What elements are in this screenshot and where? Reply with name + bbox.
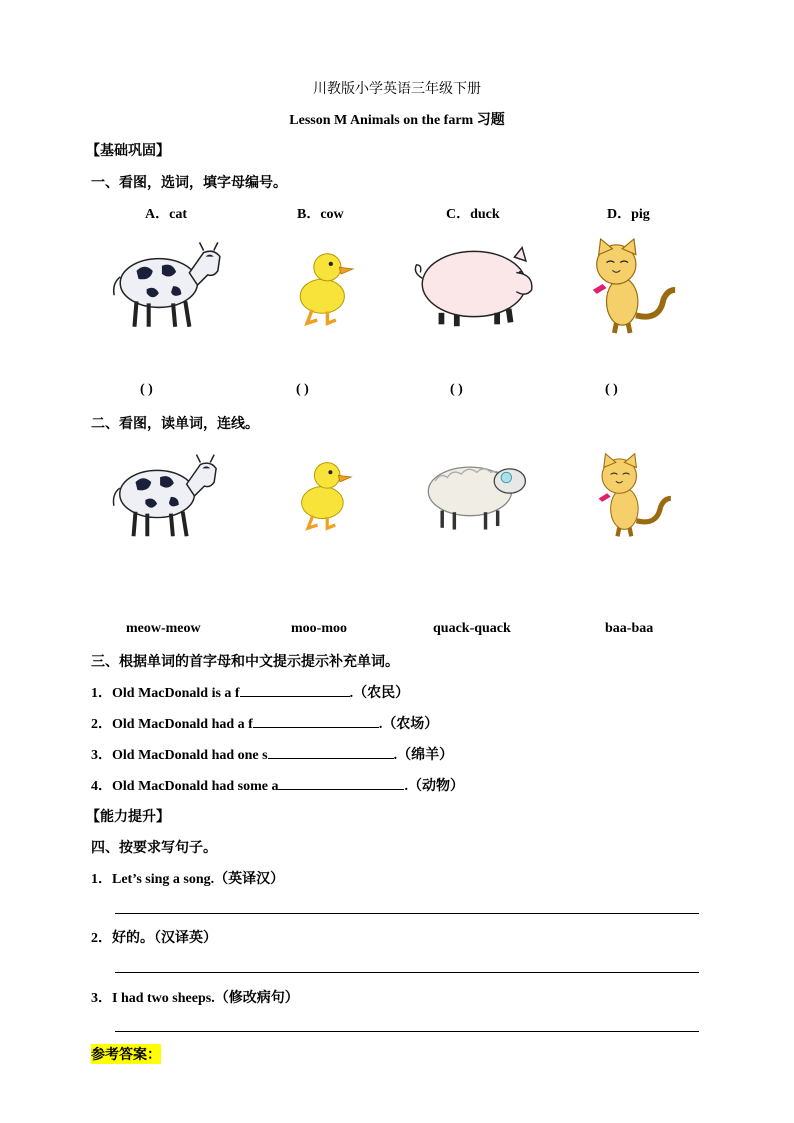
q3-item-2-hint: .（农场） [378,717,439,732]
cat-illustration [580,237,684,335]
q2-word-3[interactable]: quack-quack [433,621,511,636]
duck-illustration [290,238,358,334]
q3-heading: 三、根据单词的首字母和中文提示提示补充单词。 [91,655,399,670]
q1-option-a: A．cat [145,207,187,222]
q4-item-1-text: Let’s sing a song.（英译汉） [112,872,285,887]
q4-item-1-number: 1． [91,872,112,887]
q3-item-4 [91,775,464,795]
page-subtitle: Lesson M Animals on the farm 习题 [289,113,505,128]
q3-item-3 [91,744,453,764]
q1-heading: 一、看图，选词，填字母编号。 [91,176,287,191]
q4-item-3 [91,987,299,1007]
q2-heading: 二、看图，读单词，连线。 [91,417,259,432]
q4-answer-line-3[interactable] [115,1031,699,1032]
q1-option-c: C．duck [446,207,500,222]
q2-word-4[interactable]: baa-baa [605,621,654,636]
cat-illustration-2 [588,452,678,538]
q3-item-1 [91,682,409,702]
answer-key-label: 参考答案： [91,1044,161,1064]
q2-word-1[interactable]: meow-meow [126,621,201,636]
q4-item-2-text: 好的。（汉译英） [112,931,217,946]
q1-option-d: D．pig [607,207,650,222]
q4-item-3-number: 3． [91,991,112,1006]
q1-answer-bracket-3[interactable]: ( ) [450,382,463,397]
q3-item-4-blank[interactable] [278,776,404,790]
q3-item-1-hint: .（农民） [349,686,410,701]
q4-item-2 [91,927,217,947]
q4-answer-line-1[interactable] [115,913,699,914]
q4-item-3-text: I had two sheeps.（修改病句） [112,991,299,1006]
q3-item-3-text: Old MacDonald had one s [112,748,268,763]
q3-item-2-number: 2． [91,717,112,732]
sheep-illustration [416,455,536,533]
cow-illustration-2 [106,440,224,544]
cow-illustration [106,228,228,334]
q2-word-2[interactable]: moo-moo [291,621,347,636]
section-advanced-label: 【能力提升】 [86,810,170,825]
q1-answer-bracket-4[interactable]: ( ) [605,382,618,397]
q4-item-2-number: 2． [91,931,112,946]
q3-item-2-text: Old MacDonald had a f [112,717,253,732]
q3-item-3-number: 3． [91,748,112,763]
q3-item-2 [91,713,438,733]
q3-item-4-number: 4． [91,779,112,794]
q3-item-3-hint: .（绵羊） [393,748,454,763]
duck-illustration-2 [292,452,356,534]
q4-answer-line-2[interactable] [115,972,699,973]
pig-illustration [408,236,544,332]
q4-item-1 [91,868,284,888]
section-basic-label: 【基础巩固】 [86,144,170,159]
q3-item-4-hint: .（动物） [404,779,464,794]
q3-item-1-text: Old MacDonald is a f [112,686,240,701]
q1-answer-bracket-2[interactable]: ( ) [296,382,309,397]
q3-item-1-blank[interactable] [240,683,350,697]
q4-heading: 四、按要求写句子。 [91,841,217,856]
q3-item-3-blank[interactable] [268,745,394,759]
q1-answer-bracket-1[interactable]: ( ) [140,382,153,397]
q3-item-1-number: 1． [91,686,112,701]
q3-item-2-blank[interactable] [253,714,379,728]
q3-item-4-text: Old MacDonald had some a [112,779,279,794]
q1-option-b: B．cow [297,207,344,222]
page-title: 川教版小学英语三年级下册 [313,82,481,97]
